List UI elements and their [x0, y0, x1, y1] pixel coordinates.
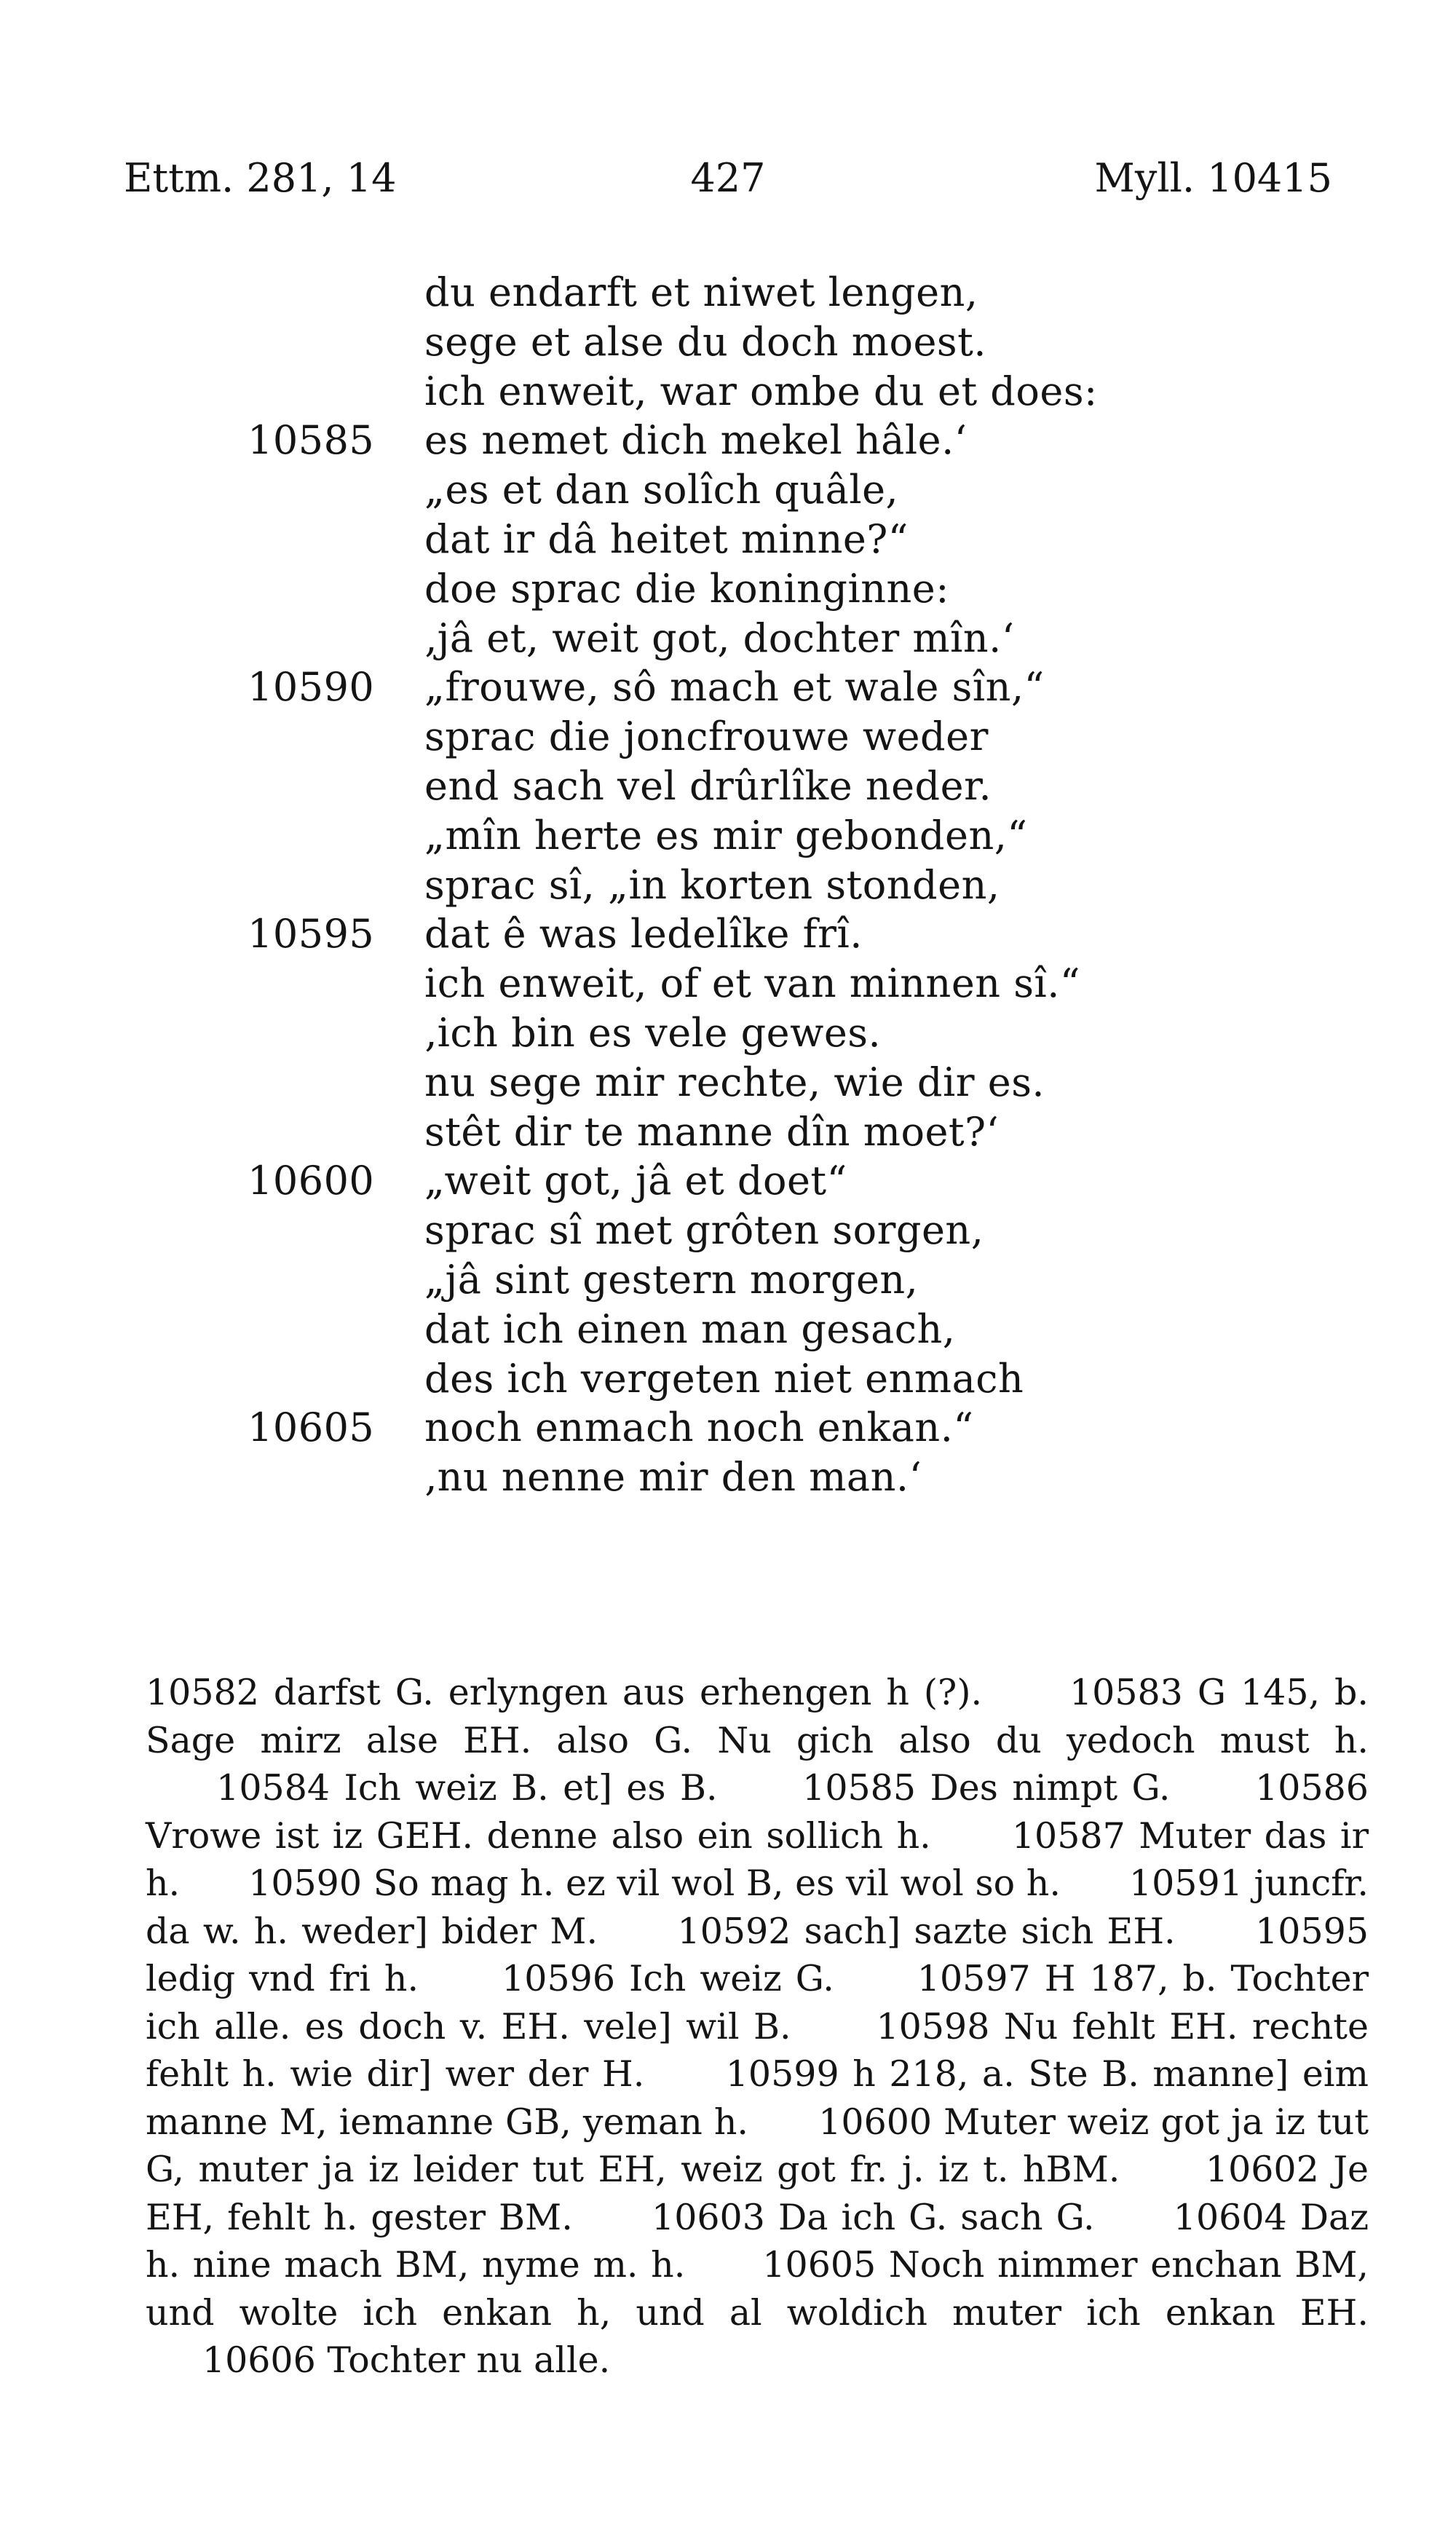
verse-text-line: ‚ich bin es vele gewes.: [424, 1009, 882, 1056]
verse-line: [0, 1107, 1456, 1157]
verse-text-line: „mîn herte es mir gebonden,“: [424, 812, 1028, 858]
verse-line: [0, 909, 1456, 959]
line-number: 10585: [248, 417, 375, 464]
apparatus-note: 10592 sach] sazte sich EH.: [677, 1910, 1176, 1952]
apparatus-note: 10606 Tochter nu alle.: [202, 2339, 611, 2381]
verse-text-line: ‚nu nenne mir den man.‘: [424, 1454, 922, 1501]
verse-line: [0, 1255, 1456, 1305]
line-number: 10600: [248, 1158, 375, 1204]
verse-text-line: „weit got, jâ et doet“: [424, 1158, 847, 1204]
verse-line: [0, 515, 1456, 564]
verse-text-line: doe sprac die koninginne:: [424, 565, 949, 612]
verse-line: [0, 663, 1456, 712]
verse-text-line: sprac die joncfrouwe weder: [424, 714, 989, 760]
apparatus-note: 10598 Nu fehlt EH. rechte fehlt h. wie dir] wer der H.: [146, 2005, 1369, 2095]
header-left-reference: Ettm. 281, 14: [124, 155, 397, 201]
apparatus-note: 10587 Muter das ir h.: [146, 1814, 1369, 1904]
verse-text-line: noch enmach noch enkan.“: [424, 1405, 974, 1451]
verse-line: [0, 317, 1456, 367]
critical-apparatus: [146, 1669, 1369, 2385]
line-number: 10595: [248, 911, 375, 957]
verse-text-line: ich enweit, war ombe du et does:: [424, 368, 1098, 414]
verse-line: [0, 564, 1456, 614]
verse-line: [0, 367, 1456, 416]
verse-text-line: ‚jâ et, weit got, dochter mîn.‘: [424, 615, 1015, 661]
verse-text-line: „es et dan solîch quâle,: [424, 467, 899, 513]
verse-line: [0, 1453, 1456, 1502]
line-number: 10590: [248, 664, 375, 711]
verse-line: [0, 1305, 1456, 1354]
apparatus-note: 10584 Ich weiz B. et] es B.: [216, 1767, 718, 1809]
apparatus-note: 10590 So mag h. ez vil wol B, es vil wol so h.: [248, 1863, 1061, 1904]
apparatus-note: 10599 h 218, a. Ste B. manne] eim manne M, iemanne GB, yeman h.: [146, 2053, 1369, 2143]
verse-text-line: ich enweit, of et van minnen sî.“: [424, 960, 1080, 1007]
verse-line: [0, 861, 1456, 910]
verse-line: [0, 416, 1456, 465]
apparatus-note: 10604 Daz h. nine mach BM, nyme m. h.: [146, 2196, 1369, 2286]
verse-line: [0, 712, 1456, 762]
verse-text-line: „frouwe, sô mach et wale sîn,“: [424, 664, 1045, 711]
line-number: 10605: [248, 1405, 375, 1451]
apparatus-note: 10597 H 187, b. Tochter ich alle. es doch v. EH. vele] wil B.: [146, 1958, 1369, 2047]
verse-text-line: nu sege mir rechte, wie dir es.: [424, 1059, 1045, 1105]
verse-text-line: stêt dir te manne dîn moet?‘: [424, 1108, 1000, 1155]
verse-text-line: sege et alse du doch moest.: [424, 318, 987, 365]
apparatus-note: 10585 Des nimpt G.: [802, 1767, 1171, 1809]
apparatus-note: 10600 Muter weiz got ja iz tut G, muter ja iz leider tut EH, weiz got fr. j. iz t. hBM.: [146, 2101, 1369, 2190]
running-head: [124, 149, 1332, 208]
verse-text-line: sprac sî, „in korten stonden,: [424, 861, 1000, 908]
verse-text-line: sprac sî met grôten sorgen,: [424, 1207, 984, 1254]
verse-text-line: dat ir dâ heitet minne?“: [424, 516, 909, 562]
verse-line: [0, 811, 1456, 861]
verse-line: [0, 1008, 1456, 1058]
page-number: 427: [690, 155, 766, 201]
verse-text-line: dat ê was ledelîke frî.: [424, 911, 863, 957]
apparatus-note: 10582 darfst G. erlyngen aus erhengen h (?).: [146, 1672, 983, 1713]
verse-text-line: des ich vergeten niet enmach: [424, 1355, 1024, 1402]
verse-line: [0, 1354, 1456, 1404]
verse-line: [0, 465, 1456, 515]
verse-line: [0, 268, 1456, 317]
verse-text-line: dat ich einen man gesach,: [424, 1305, 956, 1352]
verse-line: [0, 1156, 1456, 1206]
verse-line: [0, 959, 1456, 1008]
apparatus-note: 10583 G 145, b. Sage mirz alse EH. also G. Nu gich also du yedoch must h.: [146, 1672, 1369, 1761]
verse-line: [0, 1058, 1456, 1107]
verse-text-line: es nemet dich mekel hâle.‘: [424, 417, 968, 464]
apparatus-note: 10595 ledig vnd fri h.: [146, 1910, 1369, 1999]
apparatus-note: 10603 Da ich G. sach G.: [652, 2196, 1095, 2238]
verse-text-line: du endarft et niwet lengen,: [424, 269, 978, 315]
verse-line: [0, 1206, 1456, 1255]
apparatus-note: 10586 Vrowe ist iz GEH. denne also ein sollich h.: [146, 1767, 1369, 1857]
apparatus-note: 10605 Noch nimmer enchan BM, und wolte ich enkan h, und al woldich muter ich enkan EH.: [146, 2244, 1369, 2334]
apparatus-note: 10591 juncfr. da w. h. weder] bider M.: [146, 1863, 1369, 1952]
verse-line: [0, 762, 1456, 811]
header-right-reference: Myll. 10415: [1094, 155, 1332, 201]
verse-line: [0, 614, 1456, 663]
verse-text: [0, 268, 1456, 1502]
verse-line: [0, 1403, 1456, 1453]
apparatus-note: 10602 Je EH, fehlt h. gester BM.: [146, 2149, 1369, 2238]
verse-text-line: „jâ sint gestern morgen,: [424, 1256, 919, 1303]
apparatus-note: 10596 Ich weiz G.: [502, 1958, 834, 1999]
verse-text-line: end sach vel drûrlîke neder.: [424, 762, 992, 809]
